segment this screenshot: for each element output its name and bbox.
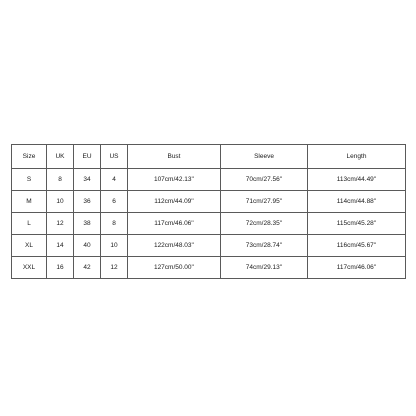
cell-bust: 107cm/42.13'' (128, 169, 221, 191)
cell-uk: 16 (47, 257, 74, 279)
table-row (12, 191, 406, 213)
cell-size: M (12, 191, 47, 213)
cell-sleeve: 72cm/28.35'' (221, 213, 308, 235)
cell-sleeve: 74cm/29.13'' (221, 257, 308, 279)
header-eu: EU (74, 145, 101, 169)
table-row (12, 169, 406, 191)
cell-size: XXL (12, 257, 47, 279)
header-us: US (101, 145, 128, 169)
cell-length: 113cm/44.49'' (308, 169, 406, 191)
cell-length: 114cm/44.88'' (308, 191, 406, 213)
cell-bust: 127cm/50.00'' (128, 257, 221, 279)
cell-eu: 36 (74, 191, 101, 213)
cell-us: 12 (101, 257, 128, 279)
cell-eu: 40 (74, 235, 101, 257)
cell-bust: 122cm/48.03'' (128, 235, 221, 257)
cell-size: S (12, 169, 47, 191)
cell-size: L (12, 213, 47, 235)
header-sleeve: Sleeve (221, 145, 308, 169)
cell-length: 115cm/45.28'' (308, 213, 406, 235)
cell-bust: 112cm/44.09'' (128, 191, 221, 213)
cell-us: 4 (101, 169, 128, 191)
cell-us: 10 (101, 235, 128, 257)
cell-uk: 12 (47, 213, 74, 235)
header-row (12, 145, 406, 169)
header-size: Size (12, 145, 47, 169)
cell-sleeve: 70cm/27.56'' (221, 169, 308, 191)
header-length: Length (308, 145, 406, 169)
cell-us: 6 (101, 191, 128, 213)
header-bust: Bust (128, 145, 221, 169)
cell-sleeve: 73cm/28.74'' (221, 235, 308, 257)
cell-length: 116cm/45.67'' (308, 235, 406, 257)
cell-size: XL (12, 235, 47, 257)
cell-eu: 42 (74, 257, 101, 279)
table-row (12, 257, 406, 279)
cell-us: 8 (101, 213, 128, 235)
cell-uk: 8 (47, 169, 74, 191)
header-uk: UK (47, 145, 74, 169)
cell-length: 117cm/46.06'' (308, 257, 406, 279)
cell-uk: 10 (47, 191, 74, 213)
cell-eu: 34 (74, 169, 101, 191)
cell-uk: 14 (47, 235, 74, 257)
cell-bust: 117cm/46.06'' (128, 213, 221, 235)
cell-eu: 38 (74, 213, 101, 235)
table-row (12, 235, 406, 257)
cell-sleeve: 71cm/27.95'' (221, 191, 308, 213)
table-row (12, 213, 406, 235)
size-chart-table (11, 144, 406, 279)
